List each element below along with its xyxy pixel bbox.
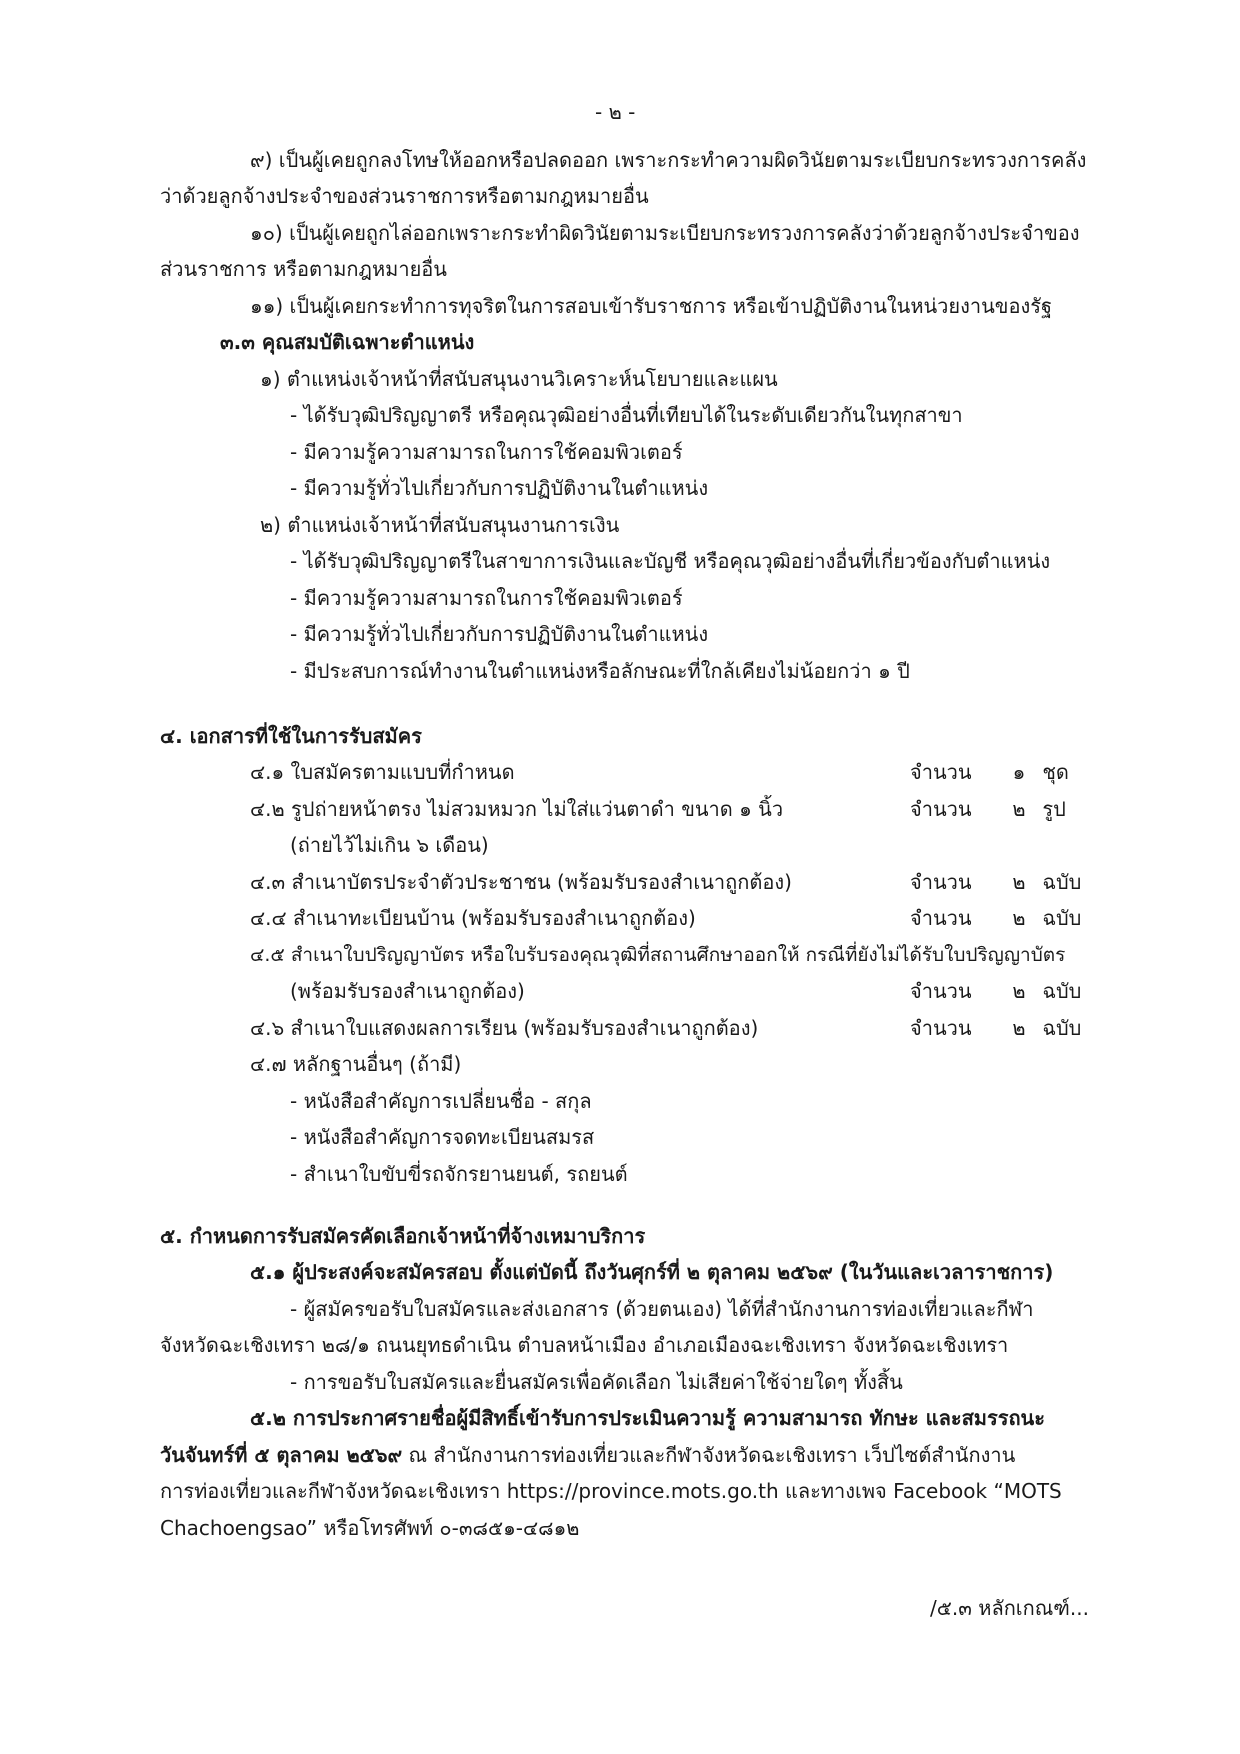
item-9-line-1: ๙) เป็นผู้เคยถูกลงโทษให้ออกหรือปลดออก เพราะกระทำความผิดวินัยตามระเบียบกระทรวงการคลัง — [250, 148, 1087, 172]
count-word: จำนวน — [910, 797, 972, 821]
doc-item-4-2-cont: (ถ่ายไว้ไม่เกิน ๖ เดือน) — [290, 833, 489, 857]
doc-count-4-5 — [910, 976, 1081, 1006]
position-2-title: ๒) ตำแหน่งเจ้าหน้าที่สนับสนุนงานการเงิน — [260, 513, 620, 537]
section-5-1-para-1-line-2: จังหวัดฉะเชิงเทรา ๒๘/๑ ถนนยุทธดำเนิน ตำบลหน้าเมือง อำเภอเมืองฉะเชิงเทรา จังหวัดฉะเชิงเทรา — [160, 1333, 1009, 1357]
doc-item-4-6: ๔.๖ สำเนาใบแสดงผลการเรียน (พร้อมรับรองสำเนาถูกต้อง) — [250, 1016, 759, 1040]
item-9-line-2: ว่าด้วยลูกจ้างประจำของส่วนราชการหรือตามกฎหมายอื่น — [160, 184, 649, 208]
section-5-heading: ๕. กำหนดการรับสมัครคัดเลือกเจ้าหน้าที่จ้างเหมาบริการ — [160, 1224, 646, 1248]
count-word: จำนวน — [910, 1016, 972, 1040]
doc-item-4-4: ๔.๔ สำเนาทะเบียนบ้าน (พร้อมรับรองสำเนาถูกต้อง) — [250, 906, 696, 930]
count-number: ๒ — [1012, 1016, 1026, 1040]
section-5-2-line-1: ๕.๒ การประกาศรายชื่อผู้มีสิทธิ์เข้ารับการประเมินความรู้ ความสามารถ ทักษะ และสมรรถนะ — [250, 1406, 1045, 1430]
section-5-1: ๕.๑ ผู้ประสงค์จะสมัครสอบ ตั้งแต่บัดนี้ ถึงวันศุกร์ที่ ๒ ตุลาคม ๒๕๖๙ (ในวันและเวลาราชการ) — [250, 1260, 1054, 1284]
count-unit: ชุด — [1042, 760, 1069, 784]
section-3-3-heading: ๓.๓ คุณสมบัติเฉพาะตำแหน่ง — [220, 330, 475, 354]
count-word: จำนวน — [910, 979, 972, 1003]
count-number: ๒ — [1012, 870, 1026, 894]
count-unit: ฉบับ — [1042, 870, 1082, 894]
position-2-item: - มีความรู้ความสามารถในการใช้คอมพิวเตอร์ — [290, 586, 683, 610]
announce-place: ณ สำนักงานการท่องเที่ยวและกีฬาจังหวัดฉะเชิงเทรา เว็ปไซต์สำนักงาน — [402, 1443, 1016, 1467]
position-1-item: - มีความรู้ทั่วไปเกี่ยวกับการปฏิบัติงานในตำแหน่ง — [290, 476, 709, 500]
doc-count-4-2 — [910, 794, 1066, 824]
item-11: ๑๑) เป็นผู้เคยกระทำการทุจริตในการสอบเข้ารับราชการ หรือเข้าปฏิบัติงานในหน่วยงานของรัฐ — [250, 294, 1053, 318]
count-number: ๑ — [1012, 760, 1026, 784]
count-number: ๒ — [1012, 797, 1026, 821]
count-unit: รูป — [1042, 797, 1066, 821]
doc-item-4-5-cont: (พร้อมรับรองสำเนาถูกต้อง) — [290, 979, 525, 1003]
doc-count-4-1 — [910, 757, 1069, 787]
doc-count-4-3 — [910, 867, 1081, 897]
count-number: ๒ — [1012, 979, 1026, 1003]
doc-item-4-7-sub: - สำเนาใบขับขี่รถจักรยานยนต์, รถยนต์ — [290, 1162, 628, 1186]
count-word: จำนวน — [910, 760, 972, 784]
doc-item-4-3: ๔.๓ สำเนาบัตรประจำตัวประชาชน (พร้อมรับรองสำเนาถูกต้อง) — [250, 870, 792, 894]
doc-item-4-7-sub: - หนังสือสำคัญการจดทะเบียนสมรส — [290, 1125, 595, 1149]
count-unit: ฉบับ — [1042, 979, 1082, 1003]
announce-date: วันจันทร์ที่ ๕ ตุลาคม ๒๕๖๙ — [160, 1443, 403, 1467]
position-1-item: - มีความรู้ความสามารถในการใช้คอมพิวเตอร์ — [290, 440, 683, 464]
position-1-title: ๑) ตำแหน่งเจ้าหน้าที่สนับสนุนงานวิเคราะห์นโยบายและแผน — [260, 367, 778, 391]
section-4-heading: ๔. เอกสารที่ใช้ในการรับสมัคร — [160, 724, 422, 748]
count-word: จำนวน — [910, 870, 972, 894]
doc-item-4-7-sub: - หนังสือสำคัญการเปลี่ยนชื่อ - สกุล — [290, 1089, 592, 1113]
section-5-2-line-2 — [160, 1440, 1015, 1470]
position-1-item: - ได้รับวุฒิปริญญาตรี หรือคุณวุฒิอย่างอื่นที่เทียบได้ในระดับเดียวกันในทุกสาขา — [290, 403, 963, 427]
count-word: จำนวน — [910, 906, 972, 930]
item-10-line-2: ส่วนราชการ หรือตามกฎหมายอื่น — [160, 257, 447, 281]
doc-count-4-4 — [910, 903, 1081, 933]
item-10-line-1: ๑๐) เป็นผู้เคยถูกไล่ออกเพราะกระทำผิดวินัยตามระเบียบกระทรวงการคลังว่าด้วยลูกจ้างประจำของ — [250, 221, 1080, 245]
doc-item-4-2: ๔.๒ รูปถ่ายหน้าตรง ไม่สวมหมวก ไม่ใส่แว่นตาดำ ขนาด ๑ นิ้ว — [250, 797, 784, 821]
doc-count-4-6 — [910, 1013, 1081, 1043]
count-number: ๒ — [1012, 906, 1026, 930]
position-2-item: - ได้รับวุฒิปริญญาตรีในสาขาการเงินและบัญชี หรือคุณวุฒิอย่างอื่นที่เกี่ยวข้องกับตำแหน่ง — [290, 549, 1051, 573]
footer-continuation: /๕.๓ หลักเกณฑ์... — [930, 1596, 1089, 1620]
position-2-item: - มีประสบการณ์ทำงานในตำแหน่งหรือลักษณะที่ใกล้เคียงไม่น้อยกว่า ๑ ปี — [290, 659, 910, 683]
section-5-1-para-1-line-1: - ผู้สมัครขอรับใบสมัครและส่งเอกสาร (ด้วยตนเอง) ได้ที่สำนักงานการท่องเที่ยวและกีฬา — [290, 1297, 1034, 1321]
section-5-2-line-4: Chachoengsao” หรือโทรศัพท์ ๐-๓๘๕๑-๔๘๑๒ — [160, 1516, 580, 1540]
section-5-2-line-3: การท่องเที่ยวและกีฬาจังหวัดฉะเชิงเทรา https://province.mots.go.th และทางเพจ Facebook “MOTS — [160, 1479, 1062, 1503]
count-unit: ฉบับ — [1042, 906, 1082, 930]
count-unit: ฉบับ — [1042, 1016, 1082, 1040]
doc-item-4-5: ๔.๕ สำเนาใบปริญญาบัตร หรือใบรับรองคุณวุฒิที่สถานศึกษาออกให้ กรณีที่ยังไม่ได้รับใบปริญญาบัตร — [250, 944, 1066, 966]
page-number: - ๒ - — [595, 100, 636, 124]
doc-item-4-1: ๔.๑ ใบสมัครตามแบบที่กำหนด — [250, 760, 515, 784]
doc-item-4-7: ๔.๗ หลักฐานอื่นๆ (ถ้ามี) — [250, 1052, 462, 1076]
position-2-item: - มีความรู้ทั่วไปเกี่ยวกับการปฏิบัติงานในตำแหน่ง — [290, 622, 709, 646]
section-5-1-para-2: - การขอรับใบสมัครและยื่นสมัครเพื่อคัดเลือก ไม่เสียค่าใช้จ่ายใดๆ ทั้งสิ้น — [290, 1370, 903, 1394]
